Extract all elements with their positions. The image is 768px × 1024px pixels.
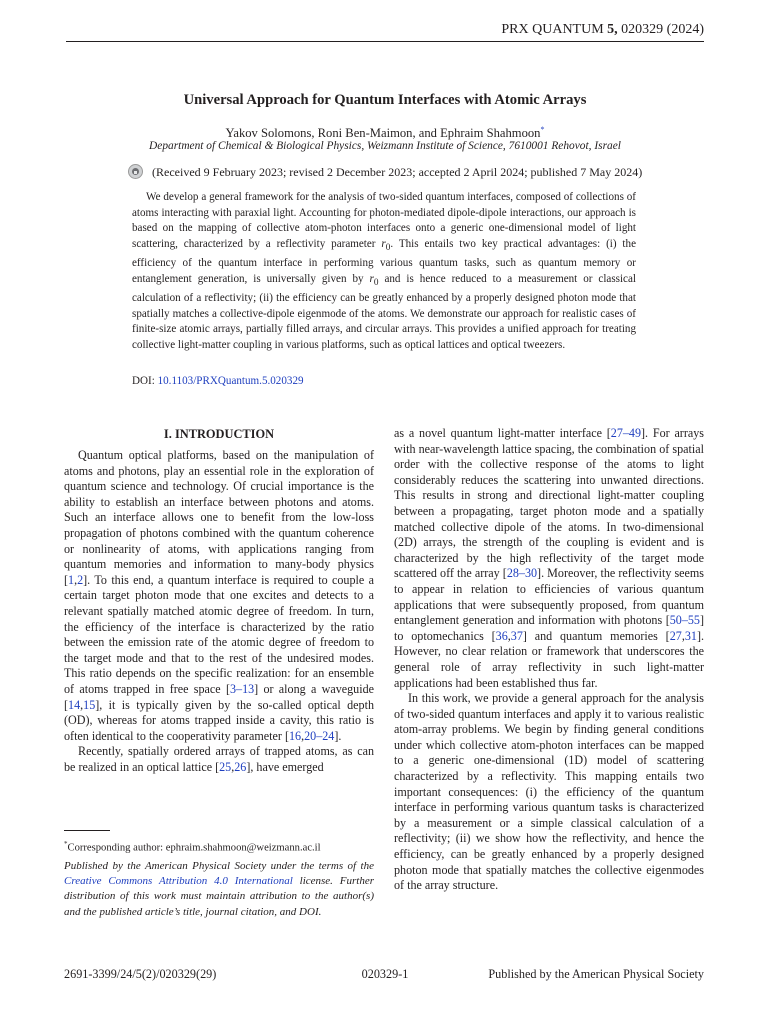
text-run: ]. To this end, a quantum interface is required to couple a certain target photon mode that one excites and detects to a relevant spatially matched atomic degree of freedom. In turn, the efficiency of the interface is characterized by the ratio between the emission rate of the atomic degree of freedom to the target mode and that to the rest of the undesired modes. This ratio depends on the specific realization: for an ensemble of atoms trapped in free space [ <box>64 572 374 696</box>
intro-paragraph-2-continued: as a novel quantum light-matter interface [27–49]. For arrays with near-wavelength lattice spacing, the combination of spatial order with the collective response of the atoms to light considerably reduces the scattering into unwanted directions. This results in strong and directional light-matter coupling between a propagating, target photon mode and a spatially matched collective dipole of the atoms. In two-dimensional (2D) arrays, the strength of the coupling is evident and is characterized by the high reflectivity of the target mode scattered off the array [28–30]. Moreover, the reflectivity seems to appear in relation to efficiencies of various quantum applications that were subsequently proposed, from quantum entanglement generation and information with photons [50–55] to optomechanics [36,37] and quantum memories [27,31]. However, no clear relation or framework that underscores the general role of array reflectivity in such light-matter applications had been established thus far. <box>394 426 705 690</box>
citation-link[interactable]: 27–49 <box>610 426 642 440</box>
header-rule <box>66 41 704 42</box>
reflectivity-symbol: r <box>381 237 386 250</box>
citation-link[interactable]: 15 <box>83 697 96 712</box>
publication-dates: (Received 9 February 2023; revised 2 December 2023; accepted 2 April 2024; published 7 May 2024) <box>152 165 643 179</box>
text-run: ]. <box>334 728 342 743</box>
text-run: license. Further distribution of this work must maintain attribution to the author(s) and the published article’s title, journal citation, and DOI. <box>64 875 374 918</box>
footer-page-number: 020329-1 <box>361 967 409 981</box>
footnote-rule <box>64 830 110 831</box>
citation-link[interactable]: 14 <box>68 697 81 712</box>
text-run: ], it is typically given by the so-called optical depth (OD), whereas for atoms trapped inside a cavity, this ratio is often identical to the cooperativity parameter [ <box>64 697 374 743</box>
citation-link[interactable]: 31 <box>684 628 697 643</box>
footnote-mark: * <box>64 840 68 848</box>
abstract-part-3: and is hence reduced to a measurement or classical calculation of a reflectivity; (ii) the efficiency can be greatly enhanced by a properly designed photon mode that spatially matches a collective-dipole eigenmode of the atoms. We demonstrate our approach for realistic cases of finite-size atomic arrays, partially filled arrays, and circular arrays. This provides a unified approach for treating collective light-matter coupling in various platforms, such as optical lattices and optical tweezers. <box>132 272 636 351</box>
reflectivity-symbol: r <box>369 272 374 285</box>
right-column <box>394 426 704 894</box>
text-run: ] or along a waveguide [ <box>64 681 374 712</box>
citation-link[interactable]: 2 <box>77 572 84 587</box>
abstract-part-2: . This entails two key practical advantages: (i) the efficiency of the quantum interface in performing various quantum tasks, such as quantum memory or entanglement generation, is universally given by <box>132 237 636 285</box>
footer-publisher: Published by the American Physical Society <box>488 967 704 981</box>
citation-link[interactable]: 1 <box>68 572 75 587</box>
doi-line <box>132 373 304 389</box>
footer-issn: 2691-3399/24/5(2)/020329(29) <box>64 967 217 981</box>
intro-paragraph-2: Recently, spatially ordered arrays of trapped atoms, as can be realized in an optical lattice [25,26], have emerged <box>64 744 374 774</box>
license-link[interactable]: Creative Commons Attribution 4.0 International <box>64 875 293 888</box>
abstract <box>132 190 636 353</box>
footnote-text: Corresponding author: ephraim.shahmoon@weizmann.ac.il <box>67 842 321 854</box>
journal-header <box>66 20 704 40</box>
dates-row <box>128 163 648 181</box>
paper-title: Universal Approach for Quantum Interfaces with Atomic Arrays <box>183 92 587 108</box>
footnote <box>64 837 374 856</box>
doi-link[interactable]: 10.1103/PRXQuantum.5.020329 <box>157 375 304 387</box>
reflectivity-subscript: 0 <box>385 242 391 253</box>
left-column <box>64 426 374 775</box>
intro-paragraph-3: In this work, we provide a general approach for the analysis of two-sided quantum interfaces and apply it to various realistic atom-array problems. We begin by finding general conditions under which collective atom-photon interfaces can be mapped to a generic one-dimensional (1D) model of scattering characterized by a reflectivity. This mapping entails two important consequences: (i) the efficiency of the quantum interface in performing various quantum tasks is characterized by a measurement or a simple classical calculation of a reflectivity; (ii) we show how the reflectivity, and hence the efficiency, can be greatly enhanced by a properly designed photon mode that spatially matches the collective eigenmodes of the array structure. <box>394 691 704 893</box>
journal-name: PRX QUANTUM <box>501 22 604 37</box>
section-heading: I. INTRODUCTION <box>163 427 275 441</box>
license-notice <box>64 859 374 920</box>
citation-link[interactable]: 16 <box>288 728 302 743</box>
citation-link[interactable]: 26 <box>234 759 247 774</box>
text-run: as a novel quantum light-matter interface [ <box>394 426 611 440</box>
corresponding-author-mark[interactable]: * <box>540 125 545 134</box>
author-names: Yakov Solomons, Roni Ben-Maimon, and Ephraim Shahmoon <box>225 126 541 141</box>
journal-volume: 5, <box>607 22 618 37</box>
affiliation: Department of Chemical & Biological Physics, Weizmann Institute of Science, 7610001 Rehovot, Israel <box>149 140 621 152</box>
citation-link[interactable]: 3–13 <box>229 681 255 696</box>
citation-link[interactable]: 36 <box>495 628 508 643</box>
text-run: ]. However, no clear relation or framework that underscores the general role of array reflectivity in such light-matter applications had been established thus far. <box>394 628 704 690</box>
text-run: ] and quantum memories [ <box>522 628 670 643</box>
text-run: Published by the American Physical Society under the terms of the <box>64 860 374 872</box>
intro-paragraph-1: Quantum optical platforms, based on the manipulation of atoms and photons, play an essential role in the exploration of quantum science and technology. Of crucial importance is the ability to establish an interface between photons and atoms. Such an interface allows one to benefit from the low-loss propagation of photons combined with the quantum coherence or nonlinearity of atoms, with applications ranging from quantum memories and information to many-body physics [1,2]. To this end, a quantum interface is required to couple a certain target photon mode that one excites and detects to a relevant spatially matched atomic degree of freedom. In turn, the efficiency of the interface is characterized by the ratio between the emission rate of the atomic degree of freedom to the target mode and that to the rest of the undesired modes. This ratio depends on the specific realization: for an ensemble of atoms trapped in free space [3–13] or along a waveguide [14,15], it is typically given by the so-called optical depth (OD), whereas for atoms trapped inside a cavity, this ratio is often identical to the cooperativity parameter [16,20–24]. <box>64 448 374 743</box>
reflectivity-subscript: 0 <box>373 277 379 288</box>
abstract-part-1: We develop a general framework for the analysis of two-sided quantum interfaces, composed of collections of atoms interacting with paraxial light. Accounting for photon-mediated dipole-dipole interactions, our approach is based on the mapping of collective atom-photon interfaces onto a generic one-dimensional model of light scattering, characterized by a reflectivity parameter <box>132 191 636 250</box>
text-run: ], have emerged <box>246 759 324 774</box>
text-run: ]. Moreover, the reflectivity seems to appear in relation to efficiencies of various quantum applications that were subsequently proposed, from quantum entanglement generation and information with photons [ <box>394 566 705 628</box>
citation-link[interactable]: 50–55 <box>669 613 700 628</box>
citation-link[interactable]: 37 <box>510 628 523 643</box>
text-run: Recently, spatially ordered arrays of trapped atoms, as can be realized in an optical lattice [ <box>64 744 374 774</box>
article-number: 020329 (2024) <box>621 22 704 37</box>
text-run: Quantum optical platforms, based on the manipulation of atoms and photons, play an essential role in the exploration of quantum science and technology. Of crucial importance is the ability to establish an interface between photons and atoms. Such an interface allows one to benefit from the low-loss propagation of photons combined with the quantum coherence or nonlinearity of atoms, with applications ranging from quantum memories and information to many-body physics [ <box>64 448 374 587</box>
citation-link[interactable]: 20–24 <box>304 728 335 743</box>
doi-label: DOI: <box>132 375 158 387</box>
citation-link[interactable]: 25 <box>219 759 232 774</box>
text-run: ] to optomechanics [ <box>394 613 704 643</box>
citation-link[interactable]: 28–30 <box>506 566 538 581</box>
crossmark-icon[interactable] <box>128 164 143 179</box>
text-run: ]. For arrays with near-wavelength lattice spacing, the combination of spatial order with the collective response of the atoms to light considerably reduces the scattering into unwanted directions. This results in strong and directional light-matter coupling between a propagating, target photon mode and a spatially matched collective dipole of the atoms. In two-dimensional (2D) arrays, the strength of the coupling is evident and is characterized by the high reflectivity of the target mode scattered off the array [ <box>394 426 704 581</box>
citation-link[interactable]: 27 <box>669 628 682 643</box>
